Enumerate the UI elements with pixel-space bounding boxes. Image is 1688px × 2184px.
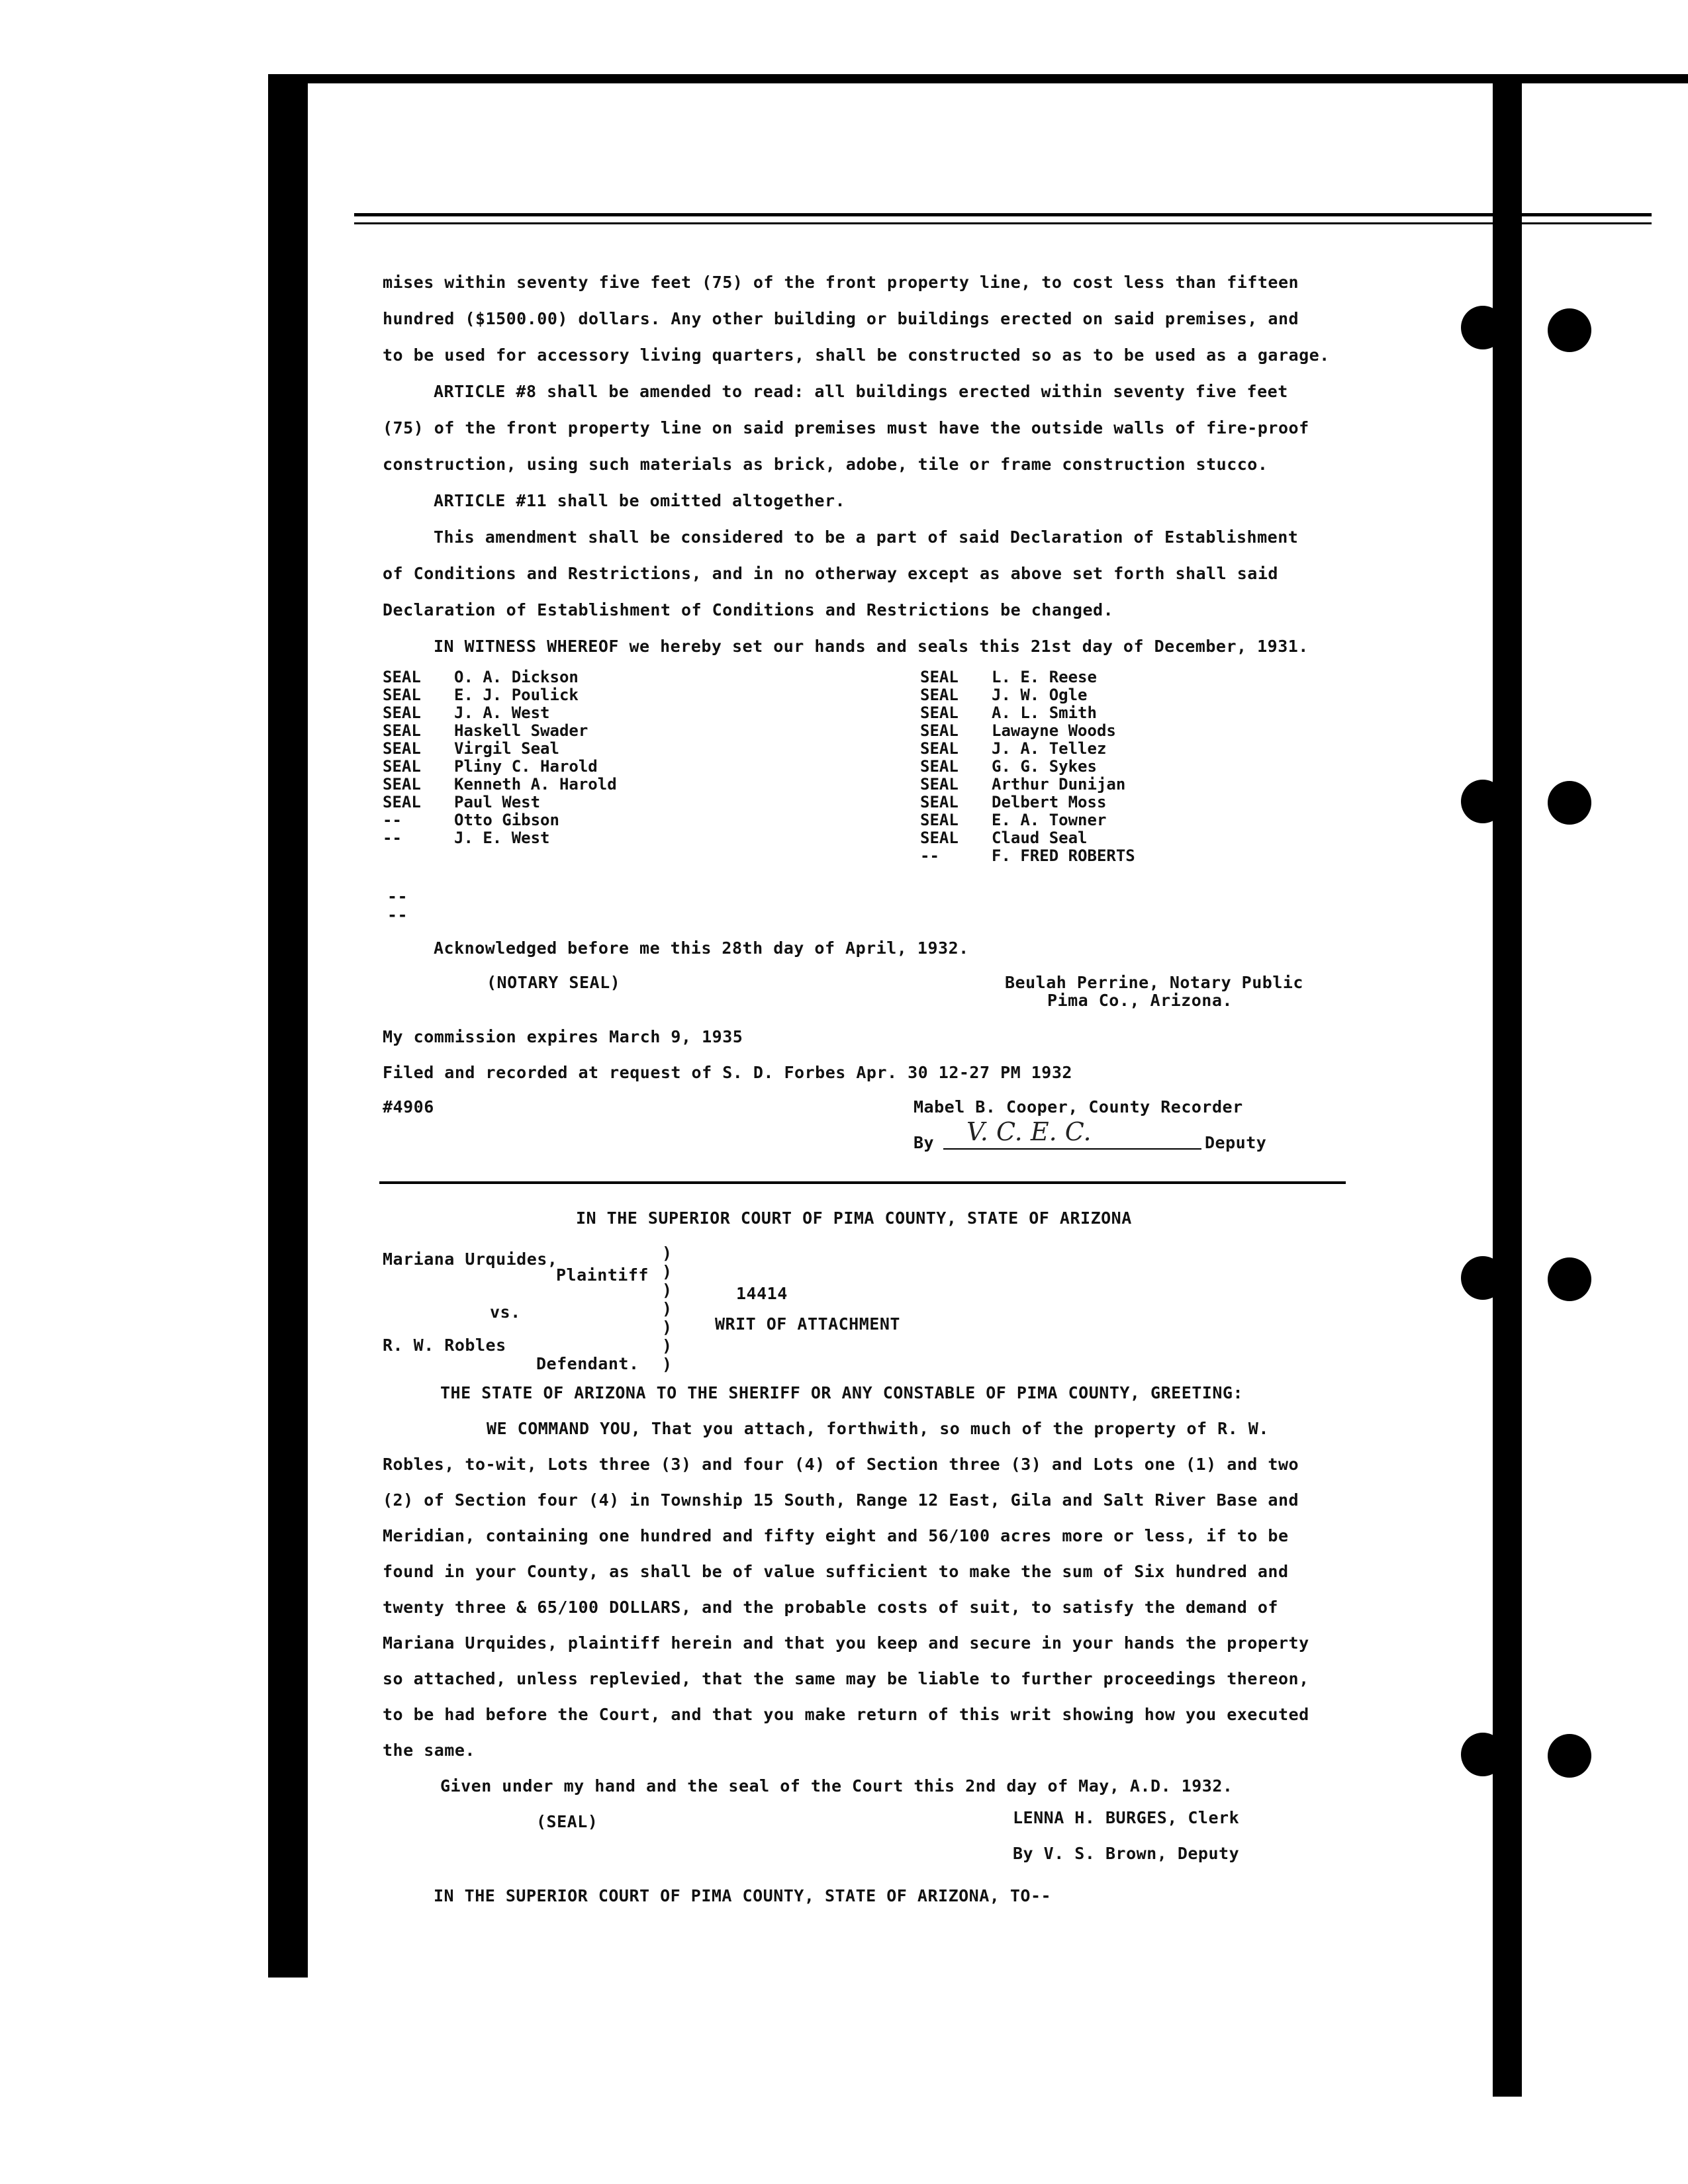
signer-row: SEAL Pliny C. Harold — [383, 757, 598, 776]
notary-place: Pima Co., Arizona. — [1047, 991, 1233, 1010]
punch-hole — [1461, 780, 1505, 823]
clerk-name: LENNA H. BURGES, Clerk — [1013, 1808, 1240, 1827]
signer-row: SEAL L. E. Reese — [920, 668, 1097, 686]
text-line: ARTICLE #8 shall be amended to read: all buildings erected within seventy five feet — [434, 382, 1288, 401]
text-line: construction, using such materials as brick, adobe, tile or frame construction stucco. — [383, 455, 1268, 474]
text-line: Declaration of Establishment of Conditions and Restrictions be changed. — [383, 600, 1114, 619]
footer-heading: IN THE SUPERIOR COURT OF PIMA COUNTY, STATE OF ARIZONA, TO-- — [434, 1886, 1052, 1905]
text-line: found in your County, as shall be of value sufficient to make the sum of Six hundred and — [383, 1562, 1289, 1581]
defendant-role: Defendant. — [536, 1354, 639, 1373]
signer-row: SEAL Paul West — [383, 793, 541, 811]
scan-top-edge — [268, 74, 1688, 83]
dash-mark: -- — [387, 887, 408, 906]
text-line: This amendment shall be considered to be a part of said Declaration of Establishment — [434, 527, 1299, 547]
clerk-deputy: By V. S. Brown, Deputy — [1013, 1844, 1240, 1863]
text-line: twenty three & 65/100 DOLLARS, and the probable costs of suit, to satisfy the demand of — [383, 1598, 1278, 1617]
signers-left — [383, 668, 617, 847]
text-line: (2) of Section four (4) in Township 15 South, Range 12 East, Gila and Salt River Base and — [383, 1490, 1299, 1510]
text-line: Mariana Urquides, plaintiff herein and that you keep and secure in your hands the property — [383, 1633, 1309, 1653]
court-seal: (SEAL) — [536, 1812, 598, 1831]
header-rule — [354, 213, 1652, 216]
signer-row: -- J. E. West — [383, 829, 550, 847]
scan-right-edge — [1493, 78, 1522, 2097]
document-number: #4906 — [383, 1097, 434, 1116]
writ-title: WRIT OF ATTACHMENT — [715, 1314, 900, 1334]
text-line: Robles, to-wit, Lots three (3) and four (4) of Section three (3) and Lots one (1) and two — [383, 1455, 1299, 1474]
signer-row: SEAL A. L. Smith — [920, 704, 1097, 722]
text-line: Given under my hand and the seal of the Court this 2nd day of May, A.D. 1932. — [440, 1776, 1233, 1796]
text-line: mises within seventy five feet (75) of the front property line, to cost less than fifteen — [383, 273, 1299, 292]
text-line: hundred ($1500.00) dollars. Any other building or buildings erected on said premises, and — [383, 309, 1299, 328]
punch-hole — [1461, 1256, 1505, 1300]
deputy-signature: V. C. E. C. — [966, 1117, 1092, 1146]
text-line: IN WITNESS WHEREOF we hereby set our hands and seals this 21st day of December, 1931. — [434, 637, 1309, 656]
signer-row: SEAL Delbert Moss — [920, 793, 1107, 811]
signer-row: SEAL E. A. Towner — [920, 811, 1107, 829]
signer-row: SEAL Claud Seal — [920, 829, 1088, 847]
signer-row: SEAL J. A. Tellez — [920, 739, 1107, 758]
text-line: to be had before the Court, and that you make return of this writ showing how you executed — [383, 1705, 1309, 1724]
punch-hole — [1461, 306, 1505, 349]
text-line: so attached, unless replevied, that the same may be liable to further proceedings thereon, — [383, 1669, 1309, 1688]
text-line: the same. — [383, 1741, 475, 1760]
signer-row: SEAL Haskell Swader — [383, 721, 588, 740]
filed-recorded: Filed and recorded at request of S. D. Forbes Apr. 30 12-27 PM 1932 — [383, 1063, 1072, 1082]
notary-seal: (NOTARY SEAL) — [487, 973, 621, 992]
signers-right — [920, 668, 1135, 865]
text-line: (75) of the front property line on said premises must have the outside walls of fire-proof — [383, 418, 1309, 437]
punch-hole — [1548, 308, 1591, 352]
text-line: Meridian, containing one hundred and fifty eight and 56/100 acres more or less, if to be — [383, 1526, 1289, 1545]
text-line: THE STATE OF ARIZONA TO THE SHERIFF OR ANY CONSTABLE OF PIMA COUNTY, GREETING: — [440, 1383, 1243, 1402]
header-rule-2 — [354, 222, 1652, 224]
punch-hole — [1548, 1734, 1591, 1778]
county-recorder: Mabel B. Cooper, County Recorder — [914, 1097, 1243, 1116]
signer-row: -- F. FRED ROBERTS — [920, 846, 1135, 865]
signer-row: SEAL J. W. Ogle — [920, 686, 1088, 704]
signer-row: SEAL Lawayne Woods — [920, 721, 1116, 740]
signer-row: SEAL O. A. Dickson — [383, 668, 579, 686]
case-number: 14414 — [736, 1284, 788, 1303]
deputy-by: By — [914, 1133, 935, 1152]
text-line: to be used for accessory living quarters, shall be constructed so as to be used as a garage. — [383, 345, 1330, 365]
notary-name: Beulah Perrine, Notary Public — [1005, 973, 1303, 992]
signer-row: SEAL G. G. Sykes — [920, 757, 1097, 776]
plaintiff-role: Plaintiff — [556, 1265, 649, 1285]
commission-expiry: My commission expires March 9, 1935 — [383, 1027, 743, 1046]
scan-left-binding — [268, 78, 308, 1978]
punch-hole — [1461, 1733, 1505, 1776]
signer-row: SEAL Arthur Dunijan — [920, 775, 1126, 794]
defendant-name: R. W. Robles — [383, 1336, 506, 1355]
acknowledgment: Acknowledged before me this 28th day of April, 1932. — [434, 938, 969, 958]
signature-line — [943, 1148, 1201, 1150]
plaintiff-name: Mariana Urquides, — [383, 1250, 558, 1269]
signer-row: -- Otto Gibson — [383, 811, 559, 829]
text-line: of Conditions and Restrictions, and in no otherway except as above set forth shall said — [383, 564, 1278, 583]
dash-mark: -- — [387, 905, 408, 925]
signer-row: SEAL E. J. Poulick — [383, 686, 579, 704]
case-bracket: ) ) ) ) ) ) ) — [662, 1244, 673, 1374]
punch-hole — [1548, 1257, 1591, 1301]
section-divider — [379, 1181, 1346, 1184]
punch-hole — [1548, 781, 1591, 825]
signer-row: SEAL J. A. West — [383, 704, 550, 722]
signer-row: SEAL Kenneth A. Harold — [383, 775, 617, 794]
text-line: ARTICLE #11 shall be omitted altogether. — [434, 491, 846, 510]
deputy-label: Deputy — [1205, 1133, 1267, 1152]
text-line: WE COMMAND YOU, That you attach, forthwith, so much of the property of R. W. — [487, 1419, 1269, 1438]
signer-row: SEAL Virgil Seal — [383, 739, 559, 758]
case-vs: vs. — [490, 1302, 521, 1322]
court-heading: IN THE SUPERIOR COURT OF PIMA COUNTY, STATE OF ARIZONA — [576, 1208, 1132, 1228]
